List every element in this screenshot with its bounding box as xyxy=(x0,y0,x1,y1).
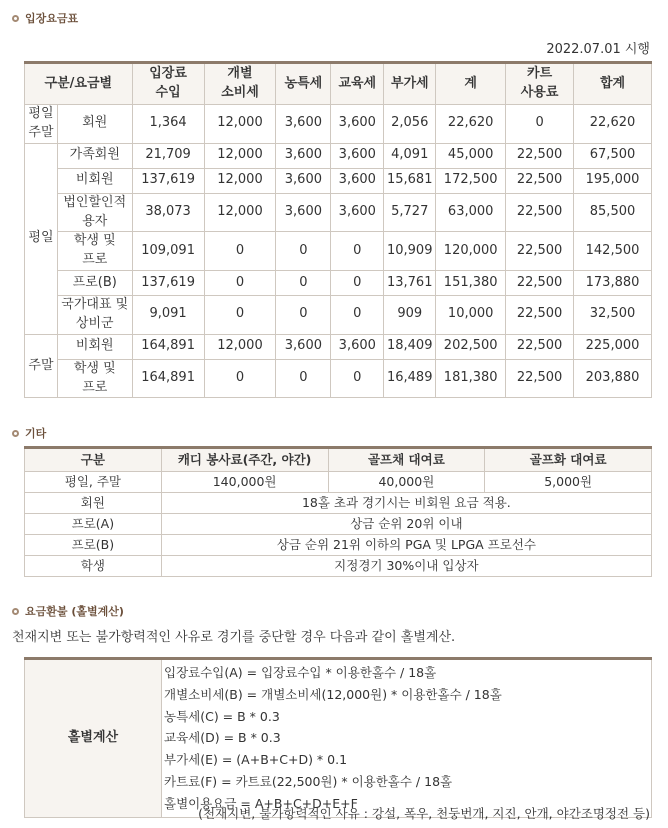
etc-row-label: 프로(B) xyxy=(25,535,162,556)
formula-line: 입장료수입(A) = 입장료수입 * 이용한홀수 / 18홀 xyxy=(164,665,437,680)
effective-date: 2022.07.01 시행 xyxy=(546,42,650,57)
circle-bullet-icon xyxy=(12,15,19,22)
etc-header-shoes: 골프화 대여료 xyxy=(485,448,652,472)
fee-cell: 0 xyxy=(204,232,276,271)
fee-cell: 137,619 xyxy=(132,271,204,296)
fee-table xyxy=(24,61,652,398)
fee-cell: 10,909 xyxy=(384,232,436,271)
fee-cell: 12,000 xyxy=(204,105,276,144)
etc-row-label: 학생 xyxy=(25,556,162,577)
etc-club-fee: 40,000원 xyxy=(328,472,485,493)
section-title-etc xyxy=(12,425,46,441)
fee-header-subtotal: 계 xyxy=(436,63,506,105)
fee-cell: 0 xyxy=(204,359,276,398)
section-title-refund-text: 요금환불 (홀별계산) xyxy=(25,605,124,618)
fee-row-label: 회원 xyxy=(57,105,132,144)
fee-cell: 3,600 xyxy=(276,334,331,359)
fee-cell: 2,056 xyxy=(384,105,436,144)
section-title-etc-text: 기타 xyxy=(25,427,47,440)
etc-row xyxy=(25,514,652,535)
section-title-refund xyxy=(12,603,124,619)
fee-cell: 45,000 xyxy=(436,143,506,168)
fee-cell: 0 xyxy=(204,296,276,335)
fee-cell: 3,600 xyxy=(331,168,384,193)
fee-row xyxy=(25,105,652,144)
fee-group-label: 주말 xyxy=(25,334,58,398)
fee-cell: 142,500 xyxy=(574,232,652,271)
fee-cell: 3,600 xyxy=(276,105,331,144)
fee-header-cart-text: 카트 사용료 xyxy=(520,66,559,100)
fee-cell: 0 xyxy=(331,232,384,271)
fee-cell: 67,500 xyxy=(574,143,652,168)
fee-cell: 181,380 xyxy=(436,359,506,398)
fee-cell: 3,600 xyxy=(276,143,331,168)
fee-cell: 0 xyxy=(331,296,384,335)
fee-cell: 85,500 xyxy=(574,193,652,232)
etc-row-text: 상금 순위 21위 이하의 PGA 및 LPGA 프로선수 xyxy=(161,535,651,556)
fee-header-admission-text: 입장료 수입 xyxy=(149,66,187,100)
fee-row-label: 법인할인적 용자 xyxy=(57,193,132,232)
fee-header-edu-tax: 교육세 xyxy=(331,63,384,105)
fee-cell: 9,091 xyxy=(132,296,204,335)
fee-header-excise xyxy=(204,63,276,105)
fee-cell: 22,500 xyxy=(506,359,574,398)
fee-cell: 13,761 xyxy=(384,271,436,296)
fee-cell: 22,500 xyxy=(506,168,574,193)
fee-cell: 22,620 xyxy=(436,105,506,144)
fee-cell: 15,681 xyxy=(384,168,436,193)
refund-formulas xyxy=(162,659,652,818)
fee-cell: 22,500 xyxy=(506,271,574,296)
fee-cell: 18,409 xyxy=(384,334,436,359)
fee-cell: 1,364 xyxy=(132,105,204,144)
etc-row-rental xyxy=(25,472,652,493)
section-title-fee-text: 입장요금표 xyxy=(25,12,79,25)
fee-row-label: 비회원 xyxy=(57,334,132,359)
etc-row-text: 지정경기 30%이내 입상자 xyxy=(161,556,651,577)
fee-row xyxy=(25,143,652,168)
fee-cell: 202,500 xyxy=(436,334,506,359)
fee-cell: 151,380 xyxy=(436,271,506,296)
fee-cell: 38,073 xyxy=(132,193,204,232)
fee-cell: 0 xyxy=(331,359,384,398)
fee-cell: 172,500 xyxy=(436,168,506,193)
refund-header: 홀별계산 xyxy=(25,659,162,818)
etc-header-category: 구분 xyxy=(25,448,162,472)
etc-row xyxy=(25,556,652,577)
fee-header-rural-tax: 농특세 xyxy=(276,63,331,105)
fee-cell: 3,600 xyxy=(331,334,384,359)
fee-header-admission xyxy=(132,63,204,105)
refund-footnote: (천재지변, 불가항력적인 사유 : 강설, 폭우, 천둥번개, 지진, 안개, 야간조명정전 등) xyxy=(198,806,650,821)
etc-table xyxy=(24,446,652,577)
fee-cell: 10,000 xyxy=(436,296,506,335)
formula-line: 부가세(E) = (A+B+C+D) * 0.1 xyxy=(164,752,348,768)
fee-cell: 21,709 xyxy=(132,143,204,168)
fee-row-label: 가족회원 xyxy=(57,143,132,168)
fee-row xyxy=(25,271,652,296)
fee-row xyxy=(25,232,652,271)
fee-row xyxy=(25,359,652,398)
fee-cell: 137,619 xyxy=(132,168,204,193)
fee-group-label: 평일 주말 xyxy=(25,105,58,144)
etc-caddie-fee: 140,000원 xyxy=(161,472,328,493)
section-title-fee xyxy=(12,10,78,26)
fee-cell: 4,091 xyxy=(384,143,436,168)
fee-cell: 0 xyxy=(276,296,331,335)
fee-cell: 0 xyxy=(506,105,574,144)
fee-cell: 22,500 xyxy=(506,193,574,232)
fee-group-label: 평일 xyxy=(25,143,58,334)
fee-cell: 203,880 xyxy=(574,359,652,398)
fee-cell: 12,000 xyxy=(204,193,276,232)
fee-cell: 22,620 xyxy=(574,105,652,144)
refund-row xyxy=(25,659,652,818)
fee-cell: 12,000 xyxy=(204,334,276,359)
fee-row-label: 비회원 xyxy=(57,168,132,193)
fee-header-excise-text: 개별 소비세 xyxy=(221,66,259,100)
fee-cell: 164,891 xyxy=(132,359,204,398)
formula-line: 교육세(D) = B * 0.3 xyxy=(164,730,281,746)
fee-cell: 3,600 xyxy=(331,105,384,144)
fee-row-label: 학생 및 프로 xyxy=(57,359,132,398)
fee-cell: 12,000 xyxy=(204,168,276,193)
fee-cell: 3,600 xyxy=(331,143,384,168)
fee-cell: 0 xyxy=(204,271,276,296)
circle-bullet-icon xyxy=(12,608,19,615)
fee-row xyxy=(25,334,652,359)
etc-row-label: 프로(A) xyxy=(25,514,162,535)
fee-table-body xyxy=(25,105,652,398)
formula-line: 농특세(C) = B * 0.3 xyxy=(164,708,280,724)
fee-cell: 0 xyxy=(331,271,384,296)
fee-header-cart xyxy=(506,63,574,105)
etc-header-row xyxy=(25,448,652,472)
fee-cell: 195,000 xyxy=(574,168,652,193)
fee-cell: 32,500 xyxy=(574,296,652,335)
circle-bullet-icon xyxy=(12,430,19,437)
fee-cell: 0 xyxy=(276,271,331,296)
fee-cell: 12,000 xyxy=(204,143,276,168)
fee-cell: 22,500 xyxy=(506,232,574,271)
fee-cell: 909 xyxy=(384,296,436,335)
fee-row-label: 프로(B) xyxy=(57,271,132,296)
fee-cell: 16,489 xyxy=(384,359,436,398)
fee-cell: 109,091 xyxy=(132,232,204,271)
refund-notice: 천재지변 또는 불가항력적인 사유로 경기를 중단할 경우 다음과 같이 홀별계산. xyxy=(12,630,456,645)
fee-cell: 22,500 xyxy=(506,296,574,335)
formula-line: 카트료(F) = 카트료(22,500원) * 이용한홀수 / 18홀 xyxy=(164,773,453,789)
etc-header-caddie: 캐디 봉사료(주간, 야간) xyxy=(161,448,328,472)
etc-row-text: 18홀 초과 경기시는 비회원 요금 적용. xyxy=(161,493,651,514)
fee-cell: 225,000 xyxy=(574,334,652,359)
fee-header-row xyxy=(25,63,652,105)
etc-row xyxy=(25,535,652,556)
refund-table xyxy=(24,657,652,818)
fee-cell: 0 xyxy=(276,232,331,271)
fee-row xyxy=(25,193,652,232)
fee-cell: 120,000 xyxy=(436,232,506,271)
fee-cell: 3,600 xyxy=(276,193,331,232)
fee-cell: 3,600 xyxy=(276,168,331,193)
fee-cell: 173,880 xyxy=(574,271,652,296)
etc-row-label: 평일, 주말 xyxy=(25,472,162,493)
etc-shoes-fee: 5,000원 xyxy=(485,472,652,493)
fee-header-total: 합계 xyxy=(574,63,652,105)
fee-cell: 164,891 xyxy=(132,334,204,359)
etc-row xyxy=(25,493,652,514)
fee-row-label: 학생 및 프로 xyxy=(57,232,132,271)
fee-row xyxy=(25,296,652,335)
formula-line: 홀별이용요금 = A+B+C+D+E+F xyxy=(164,795,358,811)
fee-cell: 22,500 xyxy=(506,334,574,359)
etc-row-text: 상금 순위 20위 이내 xyxy=(161,514,651,535)
etc-row-label: 회원 xyxy=(25,493,162,514)
fee-header-vat: 부가세 xyxy=(384,63,436,105)
etc-header-club: 골프채 대여료 xyxy=(328,448,485,472)
fee-cell: 0 xyxy=(276,359,331,398)
fee-cell: 63,000 xyxy=(436,193,506,232)
fee-row-label: 국가대표 및 상비군 xyxy=(57,296,132,335)
fee-cell: 22,500 xyxy=(506,143,574,168)
fee-cell: 3,600 xyxy=(331,193,384,232)
fee-cell: 5,727 xyxy=(384,193,436,232)
fee-header-category: 구분/요금별 xyxy=(25,63,133,105)
fee-row xyxy=(25,168,652,193)
formula-line: 개별소비세(B) = 개별소비세(12,000원) * 이용한홀수 / 18홀 xyxy=(164,686,502,702)
